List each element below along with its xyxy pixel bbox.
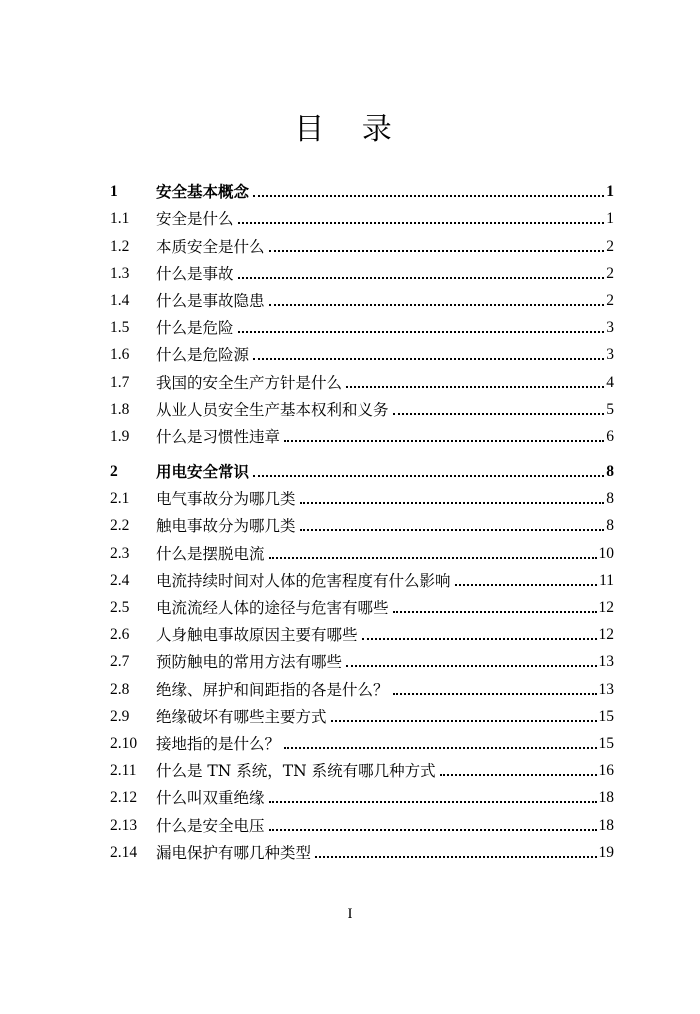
toc-entry-row[interactable] [110, 754, 614, 781]
toc-section-title: 接地指的是什么？ [156, 734, 281, 753]
toc-section-number: 2.10 [110, 734, 138, 752]
toc-section-number: 2.14 [110, 843, 138, 861]
toc-section-title: 什么叫双重绝缘 [156, 789, 265, 808]
toc-entry-row[interactable] [110, 257, 614, 284]
toc-section-title: 什么是安全电压 [156, 816, 265, 835]
toc-section-title: 什么是事故隐患 [156, 291, 265, 310]
toc-section-number: 2.3 [110, 544, 130, 562]
dot-leader [393, 611, 597, 613]
toc-page-number: 10 [598, 544, 614, 562]
toc-section-title: 预防触电的常用方法有哪些 [156, 653, 343, 672]
table-of-contents [110, 175, 614, 863]
page-title: 目 录 [294, 112, 406, 147]
toc-entry-row[interactable] [110, 836, 614, 863]
toc-section-title: 什么是危险 [156, 319, 234, 338]
dot-leader [269, 250, 605, 252]
toc-entry-row[interactable] [110, 672, 614, 699]
toc-entry-row[interactable] [110, 808, 614, 835]
toc-section-title: 安全基本概念 [156, 182, 250, 202]
dot-leader [284, 747, 596, 749]
toc-section-title: 人身触电事故原因主要有哪些 [156, 626, 358, 645]
toc-page-number: 8 [606, 463, 614, 481]
toc-page-number: 13 [598, 680, 614, 698]
toc-page-number: 1 [606, 183, 614, 201]
toc-page-number: 11 [599, 571, 614, 589]
toc-entry-row[interactable] [110, 564, 614, 591]
dot-leader [253, 475, 604, 477]
dot-leader [269, 304, 605, 306]
toc-entry-row[interactable] [110, 365, 614, 392]
toc-section-title: 绝缘破坏有哪些主要方式 [156, 707, 327, 726]
toc-page-number: 13 [598, 653, 614, 671]
toc-section-number: 2.1 [110, 490, 130, 508]
toc-page-number: 2 [606, 237, 614, 255]
toc-section-title: 本质安全是什么 [156, 237, 265, 256]
dot-leader [346, 665, 596, 667]
dot-leader [300, 502, 605, 504]
toc-section-title: 电流持续时间对人体的危害程度有什么影响 [156, 571, 451, 590]
toc-section-number: 1.7 [110, 373, 130, 391]
toc-page-number: 2 [606, 291, 614, 309]
toc-section-number: 2.7 [110, 653, 130, 671]
dot-leader [455, 584, 598, 586]
toc-entry-row[interactable] [110, 727, 614, 754]
toc-entry-row[interactable] [110, 645, 614, 672]
toc-entry-row[interactable] [110, 202, 614, 229]
toc-page-number: 8 [606, 490, 614, 508]
dot-leader [284, 440, 604, 442]
toc-section-number: 1.3 [110, 264, 130, 282]
toc-entry-row[interactable] [110, 482, 614, 509]
toc-chapter-row[interactable] [110, 175, 614, 202]
toc-entry-row[interactable] [110, 229, 614, 256]
toc-section-number: 2.12 [110, 789, 138, 807]
toc-section-number: 2.8 [110, 680, 130, 698]
toc-section-number: 2.11 [110, 762, 137, 780]
dot-leader [440, 774, 597, 776]
toc-page-number: 12 [598, 626, 614, 644]
toc-entry-row[interactable] [110, 700, 614, 727]
toc-section-number: 2.4 [110, 571, 130, 589]
toc-section-title: 什么是习惯性违章 [156, 427, 281, 446]
toc-section-number: 1.2 [110, 237, 130, 255]
dot-leader [346, 386, 604, 388]
dot-leader [238, 331, 605, 333]
toc-section-title: 我国的安全生产方针是什么 [156, 373, 343, 392]
toc-entry-row[interactable] [110, 420, 614, 447]
toc-section-title: 电气事故分为哪几类 [156, 490, 296, 509]
toc-section-title: 用电安全常识 [156, 462, 250, 482]
dot-leader [253, 195, 604, 197]
toc-section-title: 从业人员安全生产基本权利和义务 [156, 400, 389, 419]
toc-section-number: 2 [110, 463, 118, 481]
toc-section-number: 2.9 [110, 707, 130, 725]
toc-page-number: 3 [606, 346, 614, 364]
toc-entry-row[interactable] [110, 591, 614, 618]
page-number: I [347, 906, 353, 922]
toc-entry-row[interactable] [110, 393, 614, 420]
toc-page-number: 5 [606, 400, 614, 418]
toc-entry-row[interactable] [110, 618, 614, 645]
toc-page-number: 12 [598, 599, 614, 616]
toc-entry-row[interactable] [110, 536, 614, 563]
toc-section-number: 1 [110, 183, 118, 201]
toc-page-number: 19 [598, 843, 614, 861]
toc-section-number: 1.9 [110, 427, 130, 445]
toc-page-number: 6 [606, 427, 614, 445]
dot-leader [300, 529, 605, 531]
dot-leader [393, 693, 597, 695]
toc-entry-row[interactable] [110, 781, 614, 808]
toc-page-number: 18 [598, 789, 614, 807]
toc-section-number: 1.5 [110, 319, 130, 337]
dot-leader [362, 638, 597, 640]
toc-section-number: 1.4 [110, 291, 130, 309]
dot-leader [238, 222, 605, 224]
toc-section-title: 什么是事故 [156, 264, 234, 283]
toc-section-number: 2.6 [110, 626, 130, 644]
dot-leader [393, 413, 605, 415]
dot-leader [315, 856, 596, 858]
toc-entry-row[interactable] [110, 311, 614, 338]
toc-section-title: 什么是 TN 系统，TN 系统有哪几种方式 [156, 762, 436, 781]
toc-page-number: 18 [598, 816, 614, 834]
dot-leader [269, 557, 597, 559]
toc-section-title: 触电事故分为哪几类 [156, 517, 296, 536]
toc-entry-row[interactable] [110, 338, 614, 365]
toc-page-number: 15 [598, 707, 614, 725]
toc-section-title: 电流流经人体的途径与危害有哪些 [156, 599, 389, 617]
toc-entry-row[interactable] [110, 284, 614, 311]
dot-leader [253, 358, 604, 360]
toc-section-title: 绝缘、屏护和间距指的各是什么？ [156, 680, 389, 699]
toc-chapter-row[interactable] [110, 455, 614, 482]
toc-section-title: 什么是危险源 [156, 346, 250, 365]
toc-section-title: 什么是摆脱电流 [156, 544, 265, 563]
toc-section-number: 1.8 [110, 400, 130, 418]
dot-leader [331, 720, 597, 722]
toc-section-title: 漏电保护有哪几种类型 [156, 843, 312, 862]
dot-leader [269, 829, 597, 831]
dot-leader [269, 801, 597, 803]
toc-section-number: 1.1 [110, 210, 130, 228]
toc-entry-row[interactable] [110, 509, 614, 536]
toc-page-number: 15 [598, 734, 614, 752]
toc-section-number: 2.13 [110, 816, 138, 834]
toc-page-number: 16 [598, 762, 614, 780]
toc-section-title: 安全是什么 [156, 210, 234, 229]
toc-section-number: 1.6 [110, 346, 130, 364]
toc-section-number: 2.5 [110, 599, 130, 616]
toc-page-number: 2 [606, 264, 614, 282]
toc-page-number: 3 [606, 319, 614, 337]
toc-page-number: 8 [606, 517, 614, 535]
toc-page-number: 1 [606, 210, 614, 228]
toc-page-number: 4 [606, 373, 614, 391]
toc-section-number: 2.2 [110, 517, 130, 535]
dot-leader [238, 277, 605, 279]
